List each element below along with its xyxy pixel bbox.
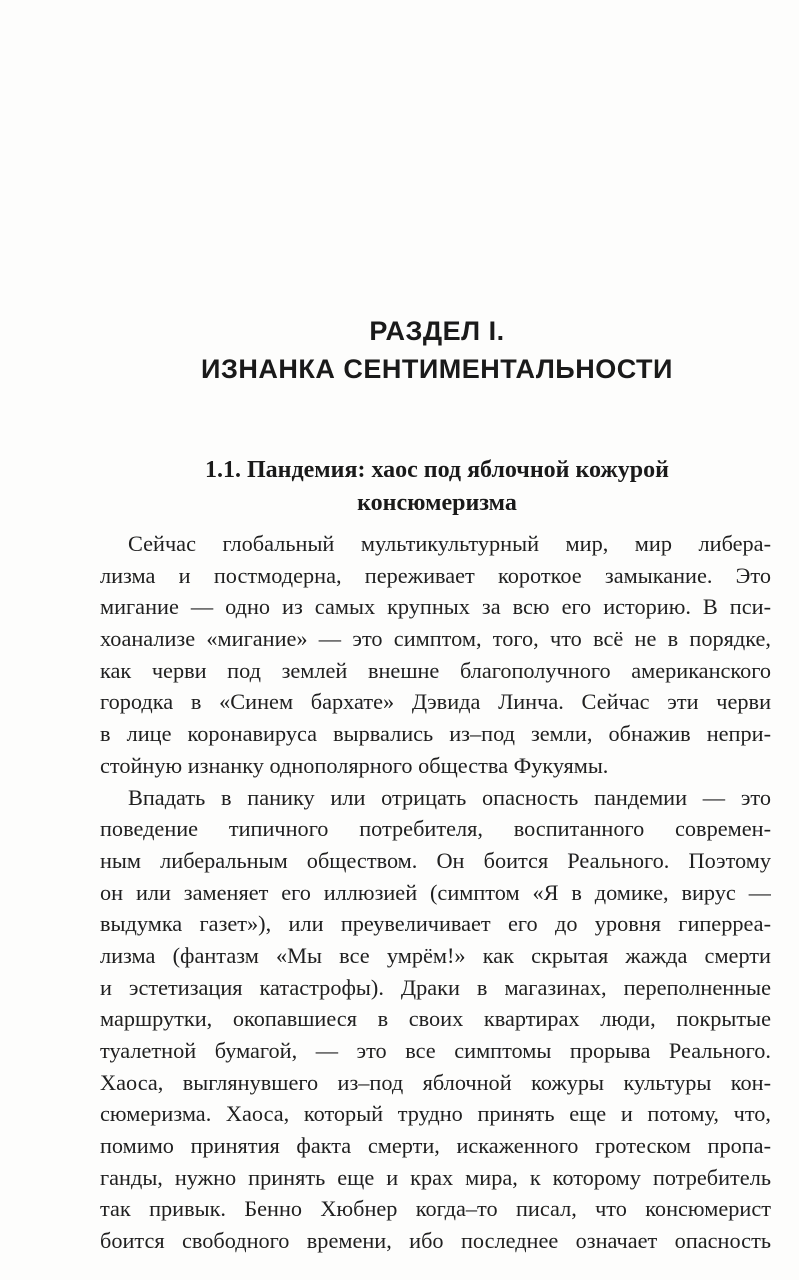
text-line: выдумка газет»), или преувеличивает его до уровня гиперреа- — [100, 911, 771, 937]
paragraph-1 — [100, 528, 771, 782]
text-line: ным либеральным обществом. Он боится Реального. Поэтому — [100, 847, 771, 873]
text-line: сюмеризма. Хаоса, который трудно принять еще и потому, что, — [100, 1101, 771, 1127]
text-line: Сейчас глобальный мультикультурный мир, мир либера- — [128, 531, 771, 556]
text-line: поведение типичного потребителя, воспитанного современ- — [100, 816, 771, 842]
chapter-title: ИЗНАНКА СЕНТИМЕНТАЛЬНОСТИ — [201, 354, 673, 384]
body-text — [100, 528, 771, 1257]
text-line: как черви под землей внешне благополучного американского — [100, 657, 771, 683]
text-line: лизма и постмодерна, переживает короткое замыкание. Это — [100, 562, 771, 588]
text-line: лизма (фантазм «Мы все умрём!» как скрытая жажда смерти — [100, 942, 771, 968]
text-line: туалетной бумагой, — это все симптомы прорыва Реального. — [100, 1038, 771, 1063]
section-title-line-2: консюмеризма — [357, 490, 517, 516]
text-line: он или заменяет его иллюзией (симптом «Я в домике, вирус — — [100, 879, 771, 905]
section-title-line-1: 1.1. Пандемия: хаос под яблочной кожурой — [205, 457, 669, 483]
section-heading — [100, 454, 774, 520]
text-line: боится свободного времени, ибо последнее означает опасность — [100, 1228, 771, 1254]
text-line: стойную изнанку однополярного общества Фукуямы. — [100, 752, 609, 778]
chapter-number: РАЗДЕЛ I. — [369, 316, 505, 346]
text-line: хоанализе «мигание» — это симптом, того, что всё не в порядке, — [100, 626, 771, 652]
text-line: в лице коронавируса вырвались из–под земли, обнажив непри- — [100, 721, 771, 747]
text-line: маршрутки, окопавшиеся в своих квартирах люди, покрытые — [100, 1006, 771, 1032]
text-line: Впадать в панику или отрицать опасность пандемии — это — [128, 784, 771, 810]
text-line: ганды, нужно принять еще и крах мира, к которому потребитель — [100, 1164, 771, 1190]
text-line: Хаоса, выглянувшего из–под яблочной кожуры культуры кон- — [100, 1069, 771, 1095]
chapter-heading — [100, 312, 774, 388]
text-line: мигание — одно из самых крупных за всю его историю. В пси- — [100, 594, 771, 620]
text-line: помимо принятия факта смерти, искаженного гротеском пропа- — [100, 1133, 771, 1159]
text-line: так привык. Бенно Хюбнер когда–то писал, что консюмерист — [100, 1196, 771, 1222]
text-line: и эстетизация катастрофы). Драки в магазинах, переполненные — [100, 974, 771, 1000]
paragraph-2 — [100, 782, 771, 1257]
text-line: городка в «Синем бархате» Дэвида Линча. Сейчас эти черви — [100, 689, 771, 715]
